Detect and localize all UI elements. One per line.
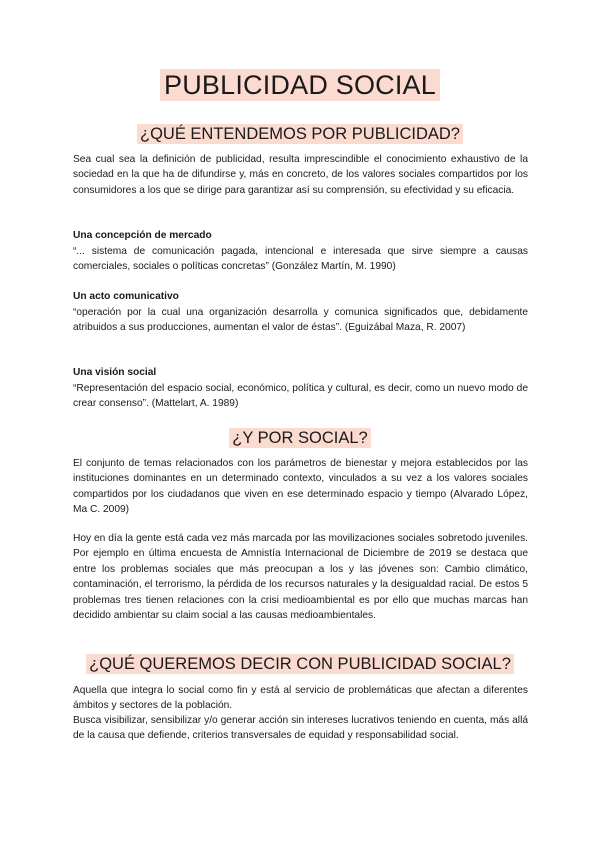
section2-heading-wrap [0,429,600,448]
concept-1-subtitle: Una concepción de mercado [73,230,212,241]
section1-heading-wrap [0,125,600,144]
section3-heading: ¿QUÉ QUEREMOS DECIR CON PUBLICIDAD SOCIAL? [86,654,514,674]
section2-paragraph-2: Hoy en día la gente está cada vez más marcada por las movilizaciones sociales sobretodo juveniles. Por ejemplo en última encuesta de Amnistía Internacional de Diciembre de 2019 se destaca que entre los problemas sociales que más preocupan a los y las jóvenes son: Cambio climático, contaminación, el terrorismo, la pérdida de los recursos naturales y la desigualdad racial. De estos 5 problemas tres tienen relaciones con la crisi medioambiental es por ello que muchas marcas han decidido ambientar su claim social a las causas medioambientales. [73,533,528,622]
page-title: PUBLICIDAD SOCIAL [160,69,440,101]
section2-paragraph-1: El conjunto de temas relacionados con los parámetros de bienestar y mejora establecidos por las instituciones dominantes en un determinado contexto, vinculados a su vez a los valores sociales compartidos por los ciudadanos que viven en ese determinado espacio y tiempo (Alvarado López, Ma C. 2009) [73,458,528,516]
page-title-wrap [0,70,600,101]
section3-paragraph-1: Aquella que integra lo social como fin y está al servicio de problemáticas que afectan a diferentes ámbitos y sectores de la población. [73,685,528,712]
concept-3-subtitle: Una visión social [73,367,157,378]
section3-heading-wrap [0,655,600,674]
section3-paragraph-2: Busca visibilizar, sensibilizar y/o generar acción sin intereses lucrativos teniendo en cuenta, más allá de la causa que defiende, criterios transversales de equidad y responsabilidad social. [73,715,528,742]
concept-2-subtitle: Un acto comunicativo [73,291,179,302]
concept-2-text: “operación por la cual una organización desarrolla y comunica significados que, debidamente atribuidos a sus producciones, aumentan el valor de éstas”. (Eguizábal Maza, R. 2007) [73,307,528,334]
section1-intro: Sea cual sea la definición de publicidad, resulta imprescindible el conocimiento exhaustivo de la sociedad en la que ha de difundirse y, más en concreto, de los valores sociales compartidos por los consumidores a los que se dirige para garantizar así su comprensión, su efectividad y su eficacia. [73,154,528,196]
concept-1-text: “... sistema de comunicación pagada, intencional e interesada que sirve siempre a causas comerciales, sociales o políticas concretas” (González Martín, M. 1990) [73,246,528,273]
section1-heading: ¿QUÉ ENTENDEMOS POR PUBLICIDAD? [137,124,463,144]
concept-3-text: “Representación del espacio social, económico, política y cultural, es decir, como un nuevo modo de crear consenso”. (Mattelart, A. 1989) [73,383,528,410]
section2-heading: ¿Y POR SOCIAL? [229,428,370,448]
